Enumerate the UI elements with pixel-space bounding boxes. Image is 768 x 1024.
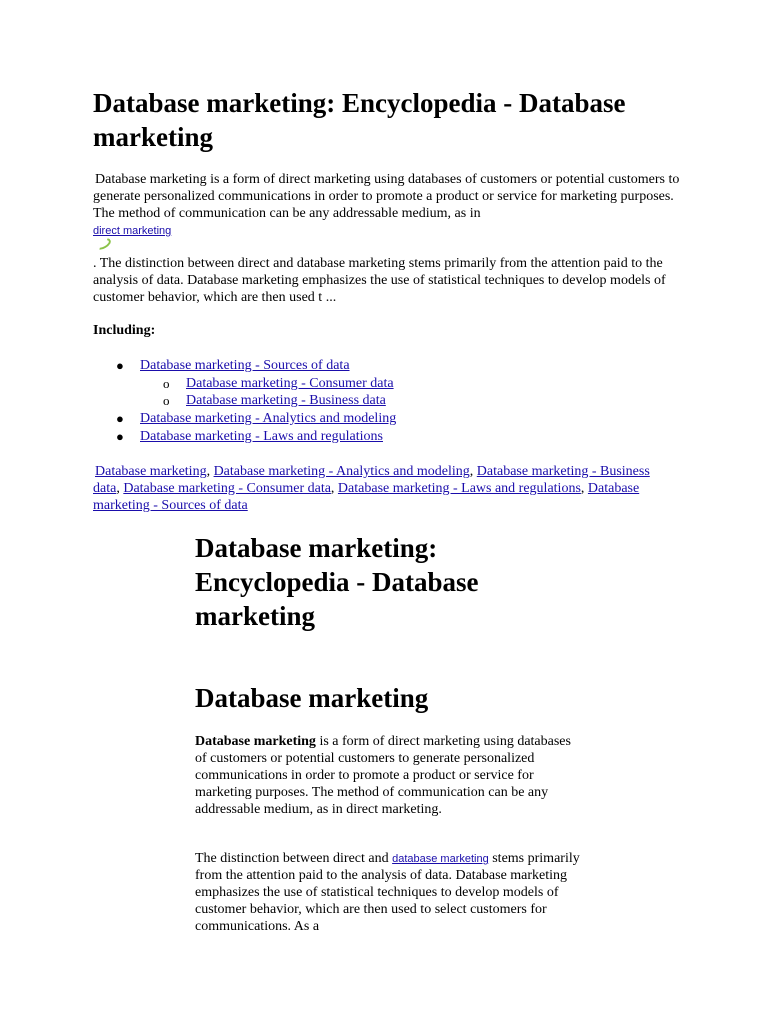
circle-bullet-icon: o (163, 393, 170, 409)
related-link[interactable]: Database marketing - Consumer data (123, 481, 331, 496)
related-link[interactable]: Database marketing - Sources of data (93, 481, 640, 513)
list-item (93, 428, 693, 446)
article-paragraph-1 (195, 733, 585, 818)
page-title: Database marketing: Encyclopedia - Database marketing (93, 88, 626, 152)
paragraph-text: is a form of direct marketing using databases of customers or potential customers to generate personalized communications in order to promote a product or service for marketing purposes. The method of communication can be any addressable medium, as in direct marketing. (195, 734, 571, 817)
related-link[interactable]: Database marketing (95, 464, 207, 479)
related-link[interactable]: Database marketing - Laws and regulations (337, 481, 581, 496)
list-item (93, 392, 693, 410)
article-heading: Database marketing: Encyclopedia - Database marketing (195, 533, 479, 631)
list-link[interactable]: Database marketing - Analytics and modeling (140, 411, 397, 427)
bullet-icon: ● (116, 358, 124, 373)
list-link[interactable]: Database marketing - Sources of data (140, 358, 350, 373)
list-item (93, 375, 693, 393)
intro-paragraph (93, 171, 693, 239)
including-label: Including: (93, 323, 156, 338)
paragraph-text: The distinction between direct and (195, 851, 393, 866)
bold-term: Database marketing (195, 734, 316, 749)
related-links: Database marketing, Database marketing - Analytics and modeling, Database marketing - Business data, Database marketing - Consumer data, Database marketing - Laws and regulations, Database marketing - Sources of data (93, 464, 650, 513)
intro-text: Database marketing is a form of direct marketing using databases of customers or potential customers to generate personalized communications in order to promote a product or service for marketing purposes. The method of communication can be any addressable medium, as in (93, 172, 680, 221)
list-link[interactable]: Database marketing - Business data (186, 393, 386, 409)
continuation-paragraph: . The distinction between direct and database marketing stems primarily from the attention paid to the analysis of data. Database marketing emphasizes the use of statistical techniques to develop models of customer behavior, which are then used t ... (93, 256, 666, 305)
circle-bullet-icon: o (163, 375, 170, 391)
direct-marketing-link[interactable]: direct marketing (93, 225, 172, 237)
sections-list (93, 357, 693, 445)
article-subheading: Database marketing (195, 683, 429, 713)
paragraph-text: stems primarily from the attention paid to the analysis of data. Database marketing emphasizes the use of statistical techniques to develop models of customer behavior, which are then used to select customers for communications. As a (195, 851, 580, 934)
bullet-icon: ● (116, 428, 124, 444)
list-item (93, 410, 693, 428)
list-link[interactable]: Database marketing - Laws and regulations (140, 428, 383, 444)
bullet-icon: ● (116, 411, 124, 427)
database-marketing-link[interactable]: database marketing (392, 853, 489, 865)
list-item (93, 357, 693, 375)
article-paragraph-2 (195, 850, 585, 935)
list-link[interactable]: Database marketing - Consumer data (186, 375, 394, 391)
related-link[interactable]: Database marketing - Analytics and modeling (213, 464, 470, 479)
related-link[interactable]: Database marketing - Business data (93, 464, 650, 496)
